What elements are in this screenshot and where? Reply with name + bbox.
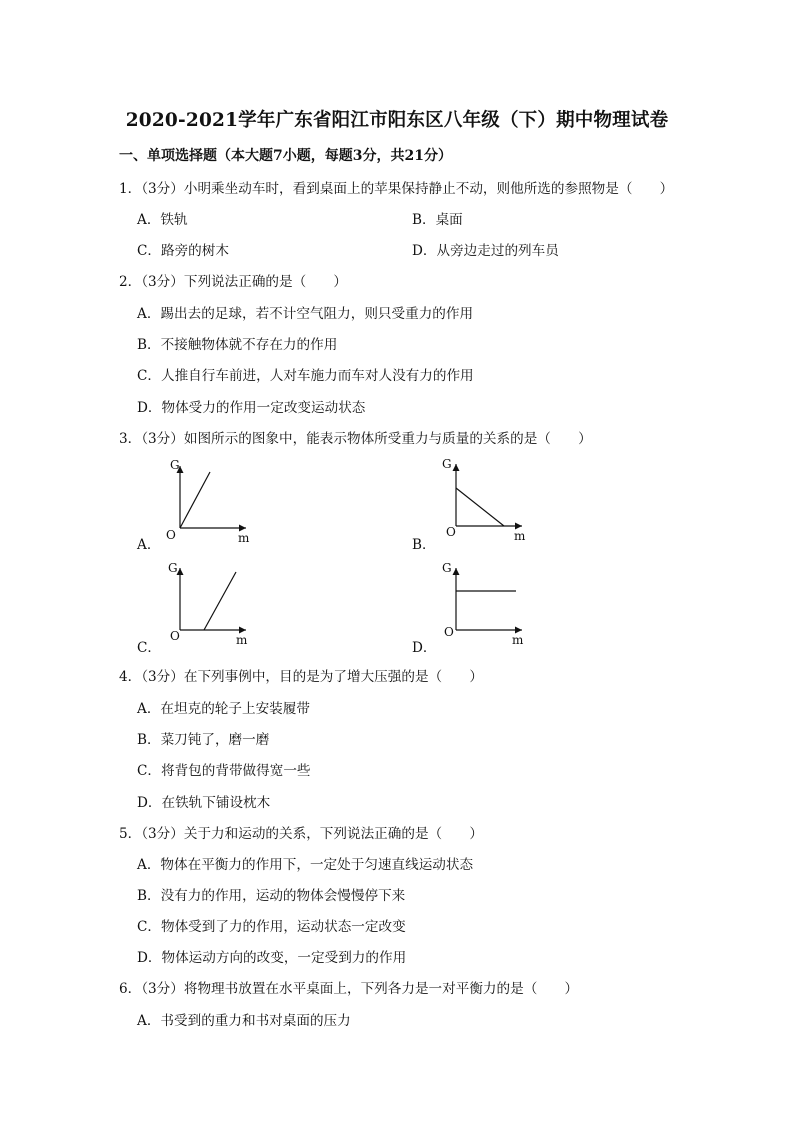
graph-d bbox=[436, 556, 536, 651]
question-1-option-d: D．从旁边走过的列车员 bbox=[412, 243, 559, 259]
question-3-stem: 3．（3分）如图所示的图象中，能表示物体所受重力与质量的关系的是（ ） bbox=[119, 431, 592, 447]
question-5-option-c: C．物体受到了力的作用，运动状态一定改变 bbox=[137, 919, 406, 935]
graph-a bbox=[160, 452, 260, 547]
question-3-option-a-label: A． bbox=[137, 537, 161, 553]
question-2-stem: 2．（3分）下列说法正确的是（ ） bbox=[119, 274, 347, 290]
graph-a-origin: O bbox=[166, 528, 176, 542]
graph-c-y-label: G bbox=[168, 561, 178, 575]
graph-b-x-label: m bbox=[514, 529, 526, 543]
graph-b-origin: O bbox=[446, 525, 456, 539]
question-5-stem: 5．（3分）关于力和运动的关系，下列说法正确的是（ ） bbox=[119, 826, 483, 842]
question-2-option-d: D．物体受力的作用一定改变运动状态 bbox=[137, 400, 366, 416]
question-1-option-c: C．路旁的树木 bbox=[137, 243, 229, 259]
graph-c-origin: O bbox=[170, 629, 180, 643]
question-5-option-b: B．没有力的作用，运动的物体会慢慢停下来 bbox=[137, 888, 406, 904]
question-5-option-a: A．物体在平衡力的作用下，一定处于匀速直线运动状态 bbox=[137, 857, 474, 873]
section-heading: 一、单项选择题（本大题7小题，每题3分，共21分） bbox=[119, 148, 452, 164]
question-3-option-d-label: D． bbox=[412, 640, 437, 656]
graph-d-y-label: G bbox=[442, 561, 452, 575]
question-4-option-c: C．将背包的背带做得宽一些 bbox=[137, 763, 311, 779]
question-6-option-a: A．书受到的重力和书对桌面的压力 bbox=[137, 1013, 351, 1029]
graph-b bbox=[436, 452, 536, 547]
question-1-option-b: B．桌面 bbox=[412, 212, 463, 228]
question-4-stem: 4．（3分）在下列事例中，目的是为了增大压强的是（ ） bbox=[119, 669, 483, 685]
question-1-stem: 1．（3分）小明乘坐动车时，看到桌面上的苹果保持静止不动，则他所选的参照物是（ ） bbox=[119, 181, 674, 197]
question-2-option-a: A．踢出去的足球，若不计空气阻力，则只受重力的作用 bbox=[137, 306, 474, 322]
graph-d-x-label: m bbox=[512, 633, 524, 647]
page-title: 2020-2021学年广东省阳江市阳东区八年级（下）期中物理试卷 bbox=[125, 110, 669, 131]
question-3-option-b-label: B． bbox=[412, 537, 436, 553]
question-6-stem: 6．（3分）将物理书放置在水平桌面上，下列各力是一对平衡力的是（ ） bbox=[119, 981, 579, 997]
graph-d-origin: O bbox=[444, 625, 454, 639]
question-5-option-d: D．物体运动方向的改变，一定受到力的作用 bbox=[137, 950, 407, 966]
question-3-option-c-label: C． bbox=[137, 640, 161, 656]
question-4-option-a: A．在坦克的轮子上安装履带 bbox=[137, 701, 310, 717]
graph-a-x-label: m bbox=[238, 531, 250, 545]
question-1-option-a: A．铁轨 bbox=[137, 212, 188, 228]
graph-b-y-label: G bbox=[442, 457, 452, 471]
question-4-option-d: D．在铁轨下铺设枕木 bbox=[137, 795, 271, 811]
question-2-option-c: C．人推自行车前进，人对车施力而车对人没有力的作用 bbox=[137, 368, 474, 384]
graph-a-y-label: G bbox=[170, 458, 180, 472]
question-2-option-b: B．不接触物体就不存在力的作用 bbox=[137, 337, 338, 353]
question-4-option-b: B．菜刀钝了，磨一磨 bbox=[137, 732, 270, 748]
graph-c bbox=[160, 556, 260, 651]
graph-c-x-label: m bbox=[236, 633, 248, 647]
